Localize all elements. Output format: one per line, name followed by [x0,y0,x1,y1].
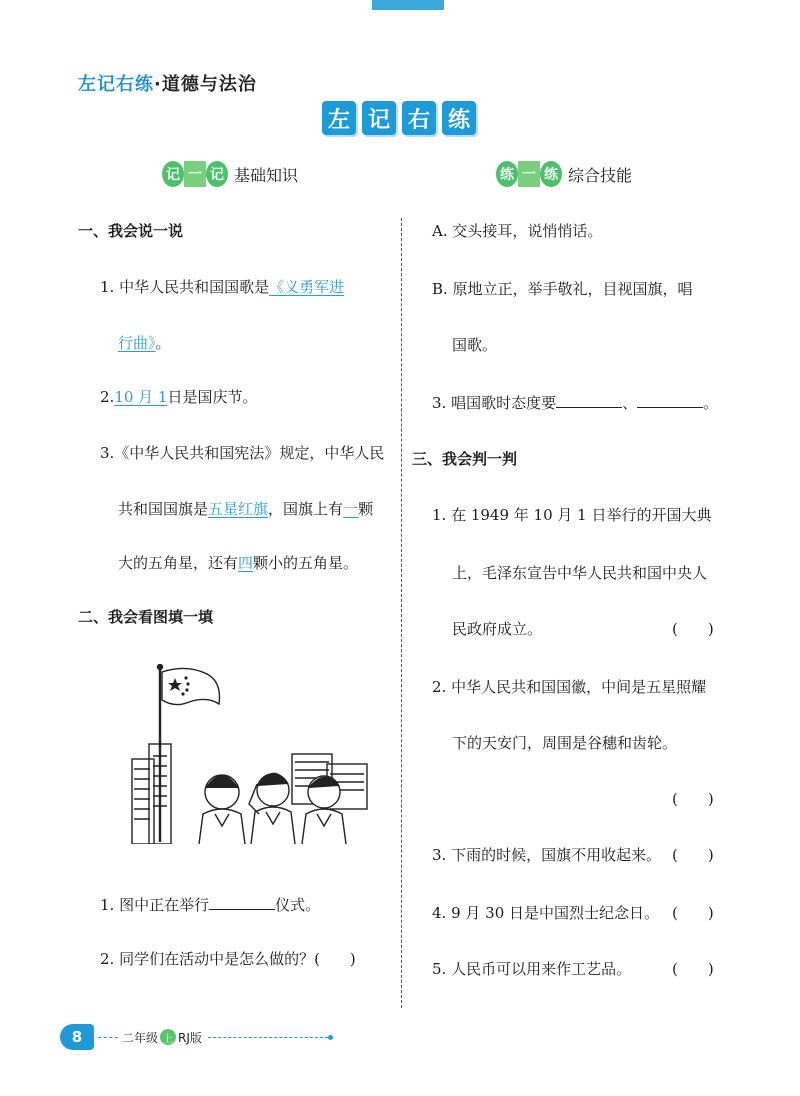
footer-divider [98,1037,118,1038]
volume-badge: 上 [160,1029,176,1045]
question-2 [100,386,258,407]
judge-3: 3. 下雨的时候，国旗不用收起来。 [432,846,662,864]
question-1-cont [118,332,171,353]
answer-text: 《义勇军进 [269,278,345,296]
judge-1-line2: 上，毛泽东宣告中华人民共和国中央人 [452,564,708,582]
answer-text: 10 月 1 [114,388,168,406]
question-3-line2 [118,498,373,519]
badge-char: 练 [496,161,518,187]
question-text: 。 [703,394,719,412]
footer-grade-info [122,1029,202,1046]
answer-text: 一 [343,500,359,518]
section-heading-basic-knowledge [162,161,298,187]
question-text: 。 [155,334,171,352]
judge-1-line3: 民政府成立。 [452,620,543,638]
fill-question-2: 2. 同学们在活动中是怎么做的？( ) [100,950,356,968]
answer-blank[interactable] [556,394,622,408]
top-accent-bar [372,0,444,10]
question-text: ，国旗上有 [268,500,344,518]
option-b-cont: 国歌。 [452,336,498,354]
option-a: A. 交头接耳，说悄悄话。 [432,222,603,240]
question-3: 3.《中华人民共和国宪法》规定，中华人民 [100,444,385,462]
brand-name: 左记右练 [78,74,154,95]
question-text: 日是国庆节。 [167,388,258,406]
part2-heading: 二、我会看图填一填 [78,608,214,626]
column-divider [401,218,402,1008]
answer-blank[interactable] [209,896,275,910]
answer-blank[interactable] [637,394,703,408]
title-char: 右 [402,101,436,135]
page-number: 8 [60,1024,94,1050]
question-3-right [432,392,718,413]
brand-header [78,70,257,96]
question-text: 2. [100,388,115,406]
question-text: 1. 中华人民共和国国歌是 [100,278,270,296]
flag-raising-illustration [127,664,372,844]
part3-heading: 三、我会判一判 [412,450,518,468]
footer-divider [208,1037,328,1038]
question-text: 、 [622,394,638,412]
badge-char: 一 [184,161,206,187]
title-char: 练 [442,101,476,135]
section-label: 基础知识 [234,165,299,185]
badge-char: 练 [540,161,562,187]
question-text: 共和国国旗是 [118,500,209,518]
question-text: 颗 [358,500,374,518]
judge-1: 1. 在 1949 年 10 月 1 日举行的开国大典 [432,506,712,524]
badge-char: 记 [162,161,184,187]
badge-char: 记 [206,161,228,187]
page-title [322,101,476,135]
part1-heading: 一、我会说一说 [78,222,184,240]
answer-paren[interactable]: ( ) [672,790,714,808]
title-char: 左 [322,101,356,135]
title-char: 记 [362,101,396,135]
judge-4: 4. 9 月 30 日是中国烈士纪念日。 [432,904,660,922]
fill-question-1 [100,894,320,915]
section-badge [162,161,228,187]
section-heading-skills [496,161,632,187]
judge-5: 5. 人民币可以用来作工艺品。 [432,960,632,978]
question-text: 3. 唱国歌时态度要 [432,394,557,412]
judge-2: 2. 中华人民共和国国徽，中间是五星照耀 [432,678,707,696]
answer-text: 四 [238,554,254,572]
edition-label: RJ版 [178,1030,202,1045]
question-3-line3 [118,552,358,573]
question-text: 颗小的五角星。 [253,554,359,572]
grade-label: 二年级 [122,1030,159,1045]
page-footer [60,1024,333,1050]
answer-paren[interactable]: ( ) [672,846,714,864]
answer-text: 五星红旗 [208,500,269,518]
question-text: 大的五角星，还有 [118,554,239,572]
badge-char: 一 [518,161,540,187]
section-label: 综合技能 [568,165,633,185]
answer-text: 行曲》 [118,334,156,352]
footer-dot [328,1035,333,1040]
question-text: 1. 图中正在举行 [100,896,210,914]
answer-paren[interactable]: ( ) [672,960,714,978]
question-text: 仪式。 [275,896,321,914]
section-badge [496,161,562,187]
answer-paren[interactable]: ( ) [672,904,714,922]
option-b: B. 原地立正，举手敬礼，目视国旗，唱 [432,280,693,298]
answer-paren[interactable]: ( ) [672,620,714,638]
question-1 [100,276,344,297]
judge-2-line2: 下的天安门，周围是谷穗和齿轮。 [452,734,678,752]
brand-subject: ·道德与法治 [154,74,257,95]
